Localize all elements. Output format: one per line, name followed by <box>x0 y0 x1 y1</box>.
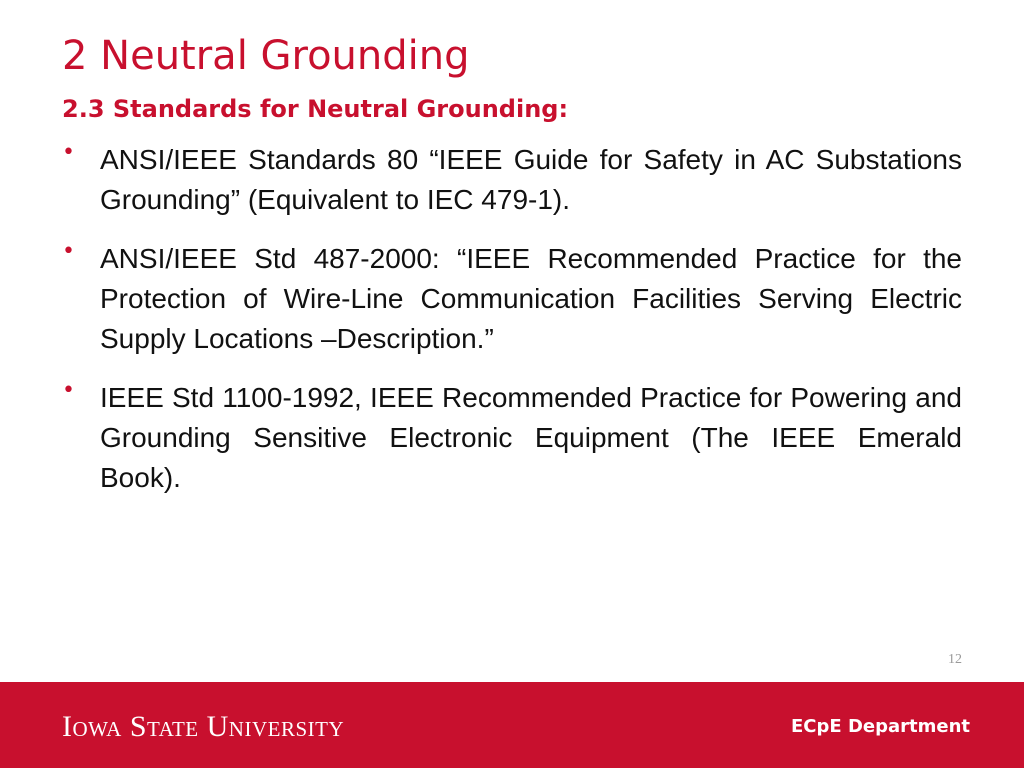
department-label: ECpE Department <box>791 716 970 737</box>
bullet-dot-icon: • <box>62 239 75 264</box>
slide-subtitle: 2.3 Standards for Neutral Grounding: <box>62 95 569 123</box>
bullet-text: ANSI/IEEE Std 487-2000: “IEEE Recommended Practice for the Protection of Wire-Line Communication Facilities Serving Electric Supply Locations –Description.” <box>100 243 962 354</box>
university-logo: Iowa State University <box>62 710 345 743</box>
bullet-item <box>62 140 962 220</box>
bullet-dot-icon: • <box>62 378 75 403</box>
bullet-item <box>62 239 962 359</box>
bullet-list <box>62 140 962 517</box>
bullet-item <box>62 378 962 498</box>
footer-bar <box>0 682 1024 768</box>
bullet-dot-icon: • <box>62 140 75 165</box>
slide-title: 2 Neutral Grounding <box>62 33 470 79</box>
bullet-text: ANSI/IEEE Standards 80 “IEEE Guide for Safety in AC Substations Grounding” (Equivalent to IEC 479-1). <box>100 144 962 215</box>
page-number: 12 <box>948 652 962 667</box>
bullet-text: IEEE Std 1100-1992, IEEE Recommended Practice for Powering and Grounding Sensitive Electronic Equipment (The IEEE Emerald Book). <box>100 382 962 493</box>
